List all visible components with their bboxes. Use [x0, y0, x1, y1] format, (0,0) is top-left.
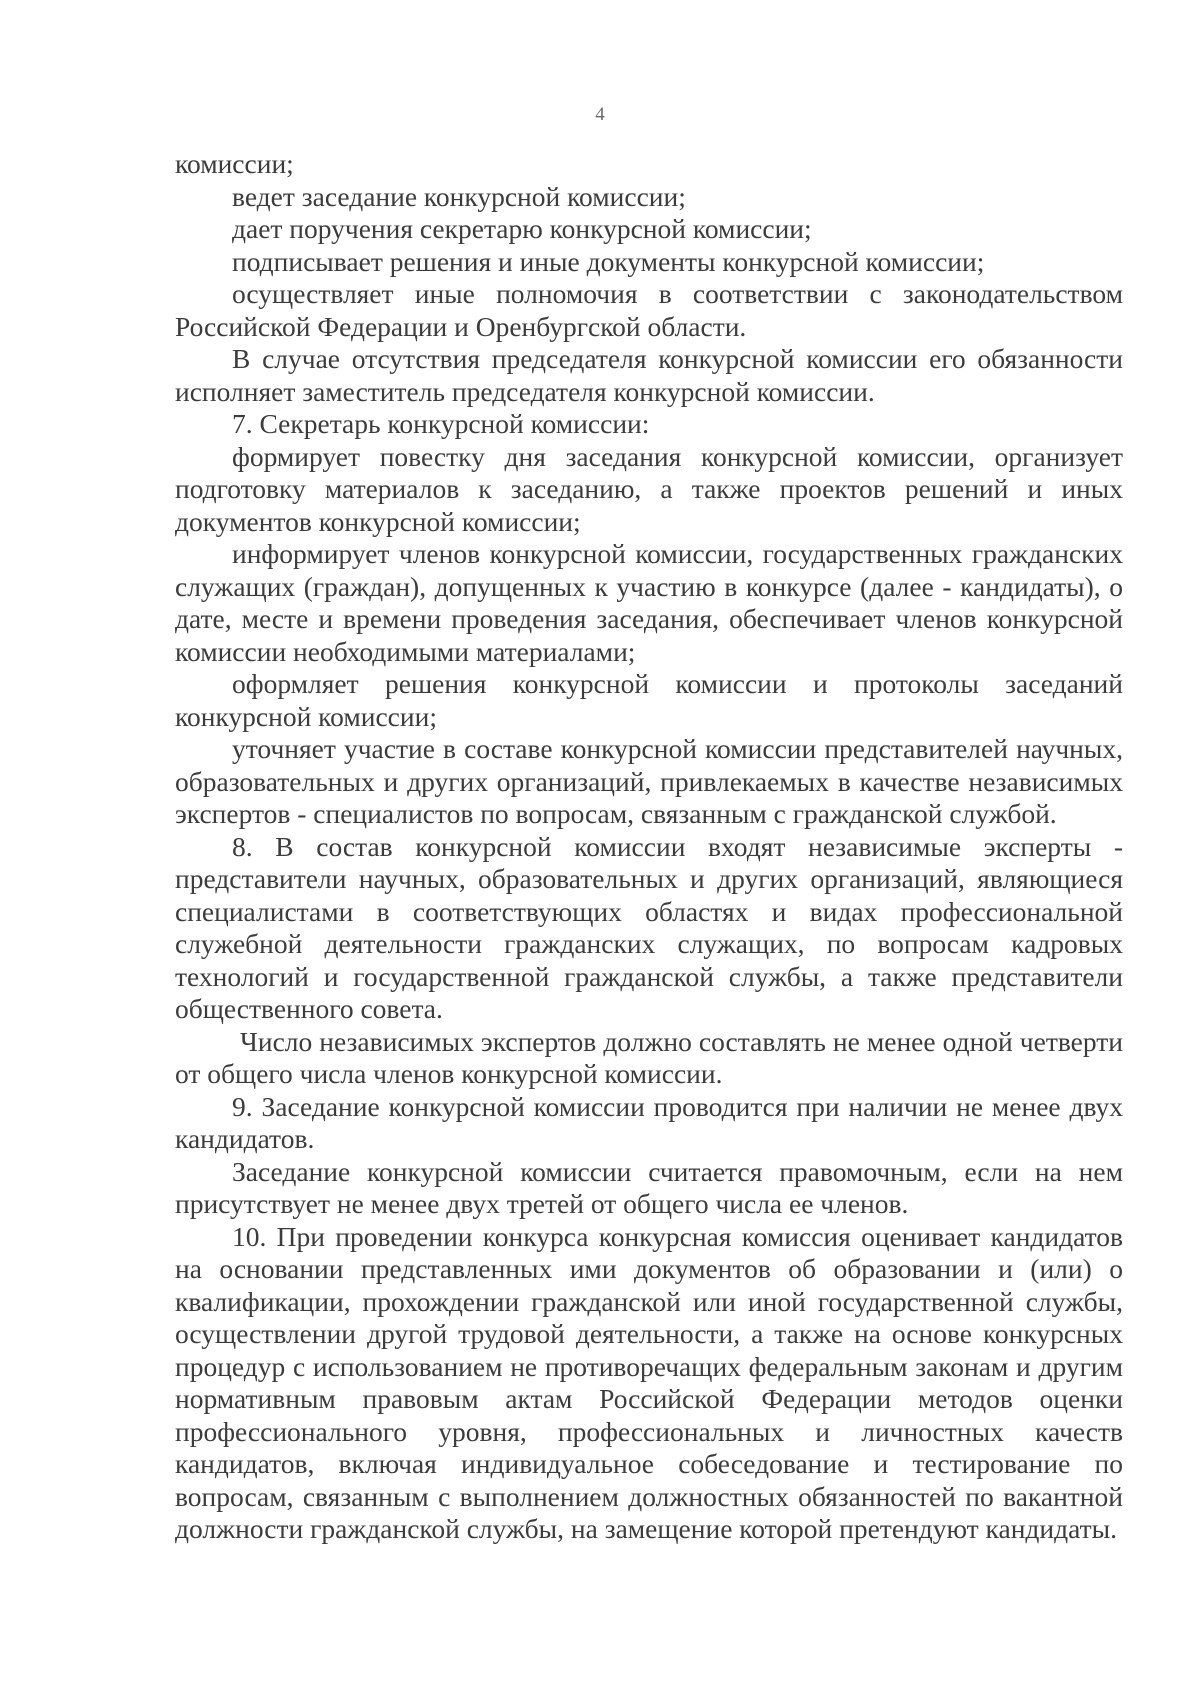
paragraph-secretary-experts: уточняет участие в составе конкурсной комиссии представителей научных, образовательных и других организаций, привлекаемых в качестве независимых экспертов - специалистов по вопросам, связанным с гражданской службой. — [175, 733, 1123, 829]
paragraph-secretary-agenda: формирует повестку дня заседания конкурсной комиссии, организует подготовку материалов к заседанию, а также проектов решений и иных документов конкурсной комиссии; — [175, 440, 1123, 537]
paragraph-secretary-informs: информирует членов конкурсной комиссии, государственных гражданских служащих (граждан), допущенных к участию в конкурсе (далее - кандидаты), о дате, месте и времени проведения заседания, обеспечивает членов конкурсной комиссии необходимыми материалами; — [175, 538, 1123, 667]
paragraph-section-10: 10. При проведении конкурса конкурсная комиссия оценивает кандидатов на основании представленных ими документов об образовании и (или) о квалификации, прохождении гражданской или иной государственной службы, осуществлении другой трудовой деятельности, а также на основе конкурсных процедур с использованием не противоречащих федеральным законам и другим нормативным правовым актам Российской Федерации методов оценки профессионального уровня, профессиональных и личностных качеств кандидатов, включая индивидуальное собеседование и тестирование по вопросам, связанным с выполнением должностных обязанностей по вакантной должности гражданской службы, на замещение которой претендуют кандидаты. — [175, 1220, 1123, 1544]
page-number: 4 — [595, 104, 605, 125]
paragraph-section-7-heading: 7. Секретарь конкурсной комиссии: — [232, 408, 650, 439]
document-body — [175, 148, 1123, 1546]
paragraph-chair-duty-other: осуществляет иные полномочия в соответствии с законодательством Российской Федерации и Оренбургской области. — [175, 278, 1123, 342]
paragraph-quorum: Заседание конкурсной комиссии считается правомочным, если на нем присутствует не менее двух третей от общего числа ее членов. — [175, 1155, 1123, 1219]
paragraph-secretary-records: оформляет решения конкурсной комиссии и протоколы заседаний конкурсной комиссии; — [175, 668, 1123, 732]
paragraph-continuation: комиссии; — [175, 148, 294, 179]
paragraph-experts-quota: Число независимых экспертов должно составлять не менее одной четверти от общего числа членов конкурсной комиссии. — [175, 1025, 1123, 1089]
paragraph-section-9: 9. Заседание конкурсной комиссии проводится при наличии не менее двух кандидатов. — [175, 1090, 1123, 1154]
paragraph-chair-duty-instructions: дает поручения секретарю конкурсной комиссии; — [232, 213, 812, 244]
paragraph-section-8: 8. В состав конкурсной комиссии входят независимые эксперты - представители научных, образовательных и других организаций, являющиеся специалистами в соответствующих областях и видах профессиональной служебной деятельности гражданских служащих, по вопросам кадровых технологий и государственной гражданской службы, а также представители общественного совета. — [175, 830, 1123, 1024]
paragraph-chair-absence: В случае отсутствия председателя конкурсной комиссии его обязанности исполняет заместитель председателя конкурсной комиссии. — [175, 343, 1123, 407]
paragraph-chair-duty-signing: подписывает решения и иные документы конкурсной комиссии; — [232, 245, 985, 277]
paragraph-chair-duty-meeting: ведет заседание конкурсной комиссии; — [232, 180, 686, 212]
